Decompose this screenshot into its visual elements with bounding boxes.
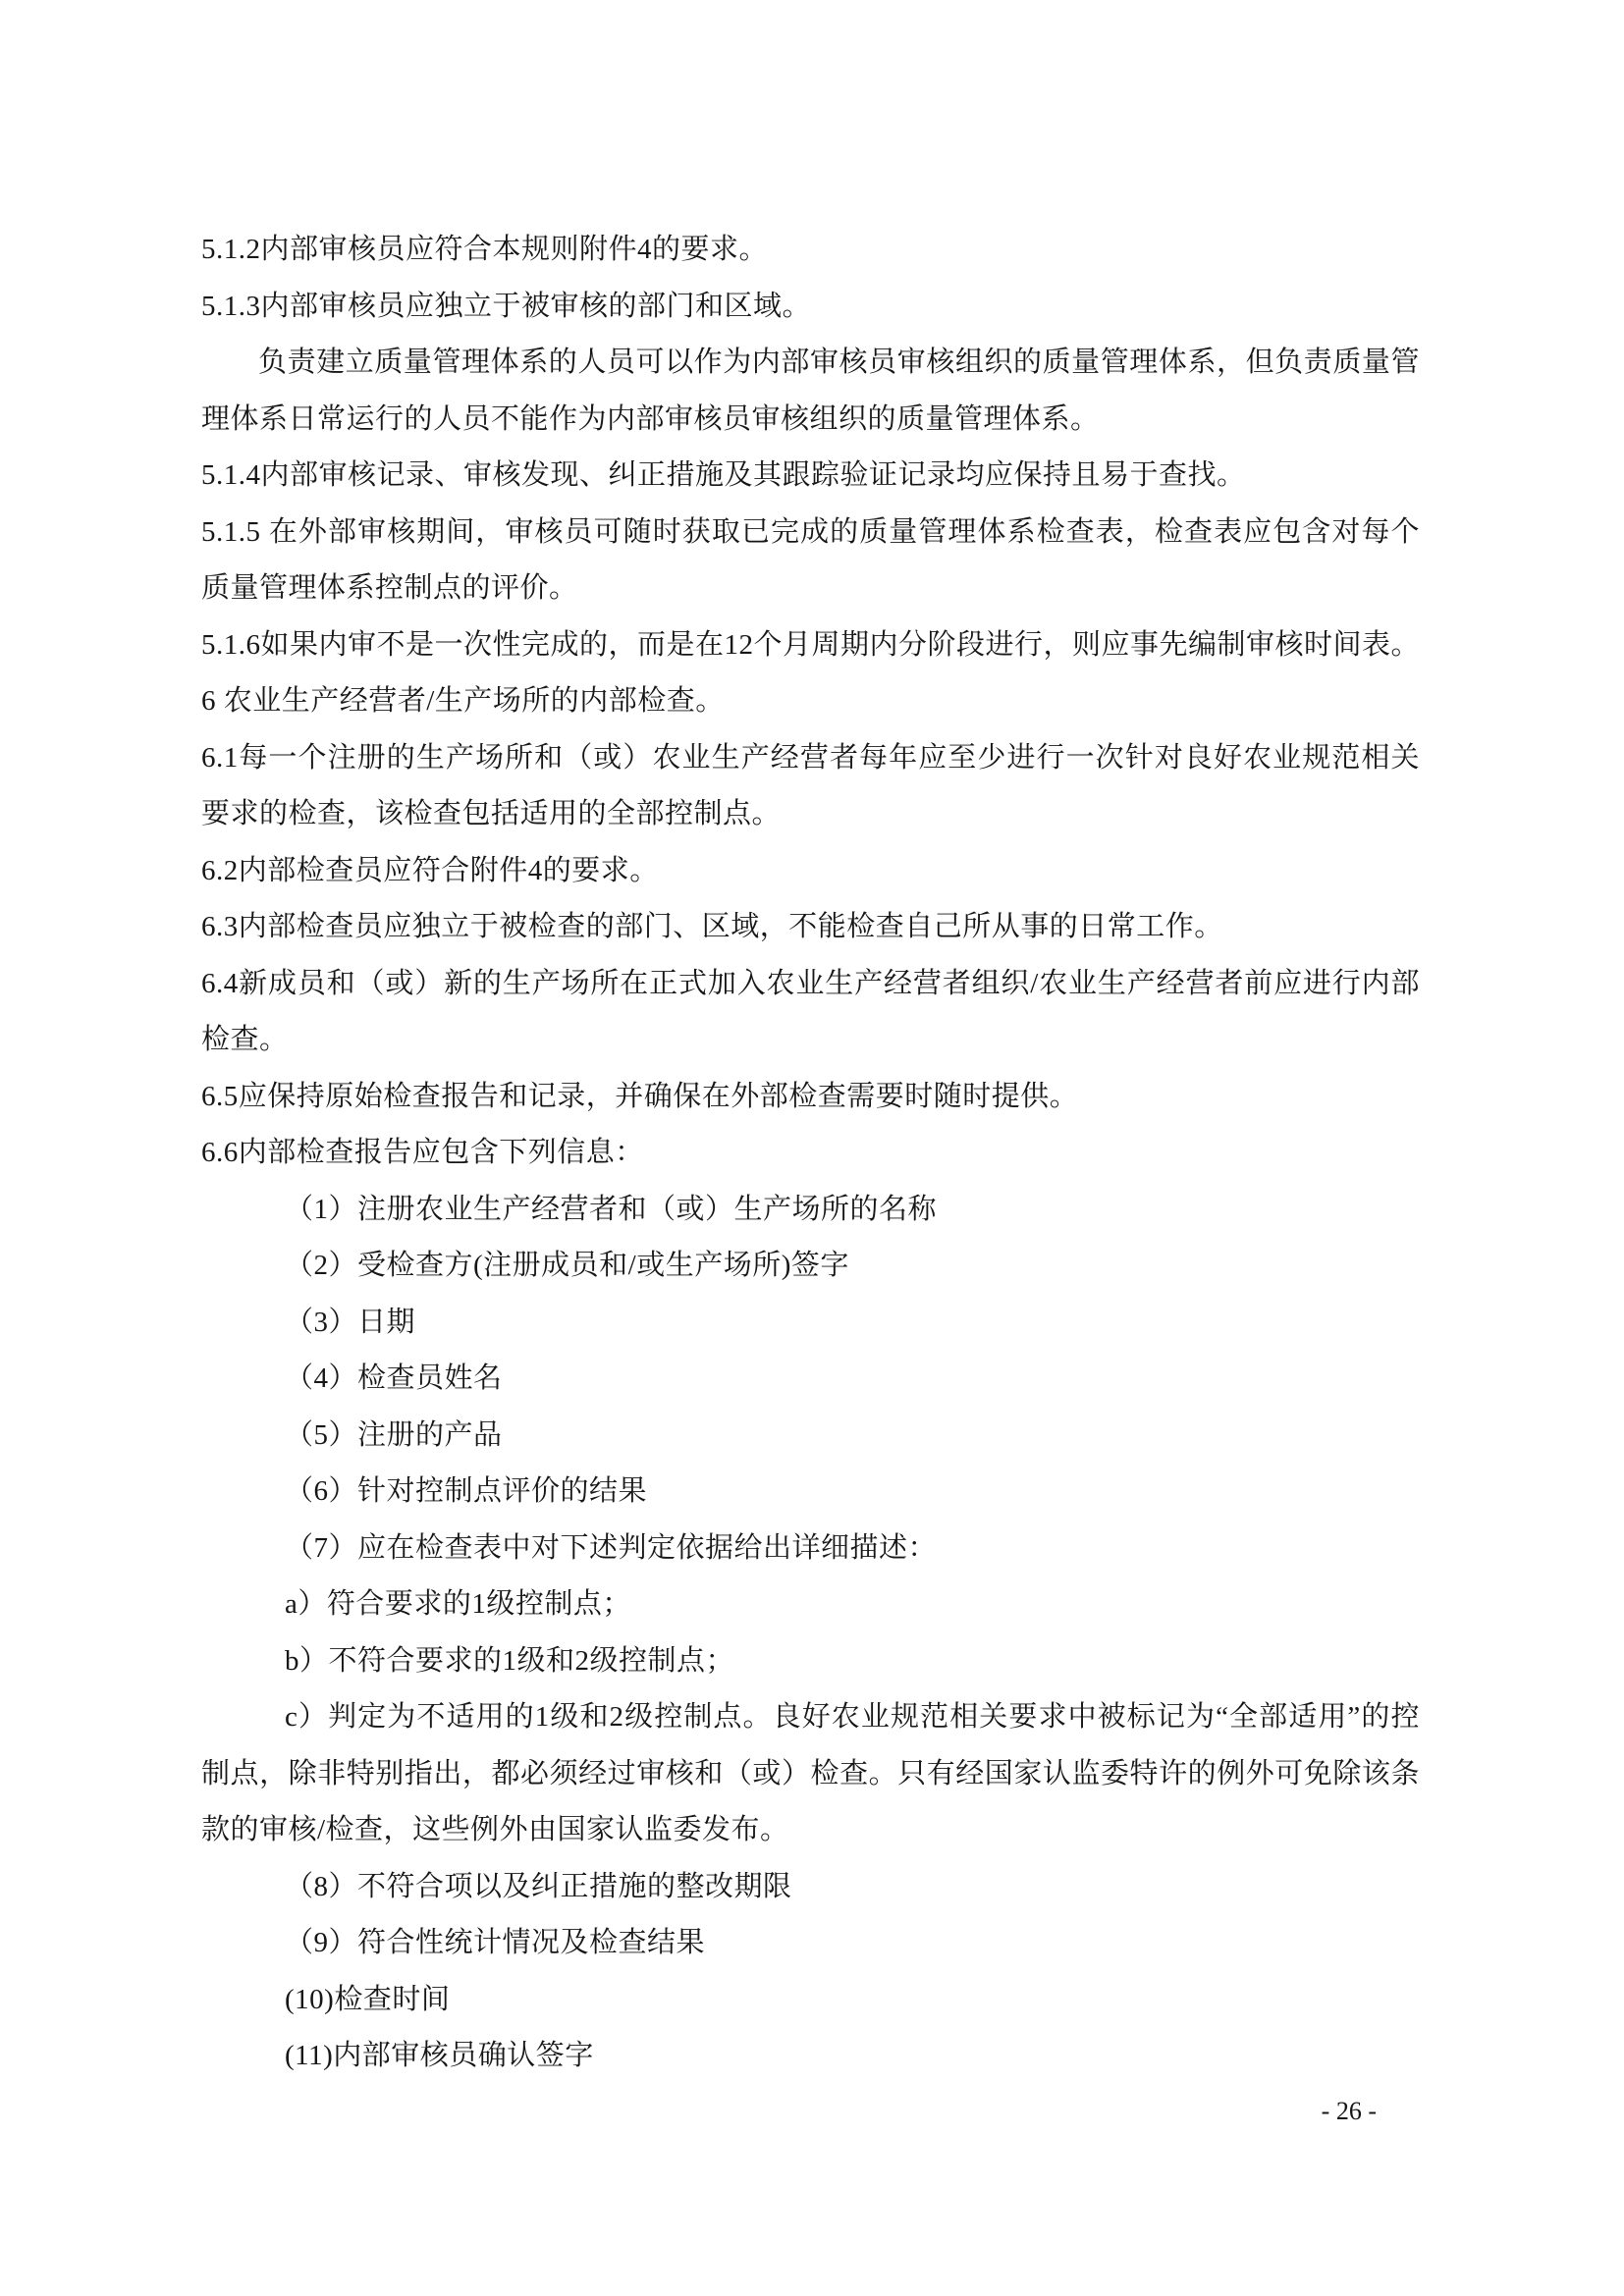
paragraph-14: （1）注册农业生产经营者和（或）生产场所的名称 — [285, 1193, 938, 1225]
paragraph-18: （5）注册的产品 — [285, 1418, 503, 1451]
paragraph-3: 负责建立质量管理体系的人员可以作为内部审核员审核组织的质量管理体系，但负责质量管理体系日常运行的人员不能作为内部审核员审核组织的质量管理体系。 — [201, 347, 1420, 435]
paragraph-24: （8）不符合项以及纠正措施的整改期限 — [285, 1870, 792, 1902]
paragraph-21: a）符合要求的1级控制点； — [285, 1588, 631, 1620]
paragraph-15: （2）受检查方(注册成员和/或生产场所)签字 — [285, 1250, 849, 1281]
paragraph-13: 6.6内部检查报告应包含下列信息： — [201, 1137, 644, 1168]
paragraph-16: （3）日期 — [285, 1306, 416, 1338]
paragraph-25: （9）符合性统计情况及检查结果 — [285, 1927, 706, 1958]
paragraph-8: 6.1每一个注册的生产场所和（或）农业生产经营者每年应至少进行一次针对良好农业规范相关要求的检查，该检查包括适用的全部控制点。 — [201, 741, 1420, 829]
paragraph-2: 5.1.3内部审核员应独立于被审核的部门和区域。 — [201, 290, 812, 322]
paragraph-19: （6）针对控制点评价的结果 — [285, 1475, 648, 1507]
paragraph-7: 6 农业生产经营者/生产场所的内部检查。 — [201, 685, 725, 717]
paragraph-6: 5.1.6如果内审不是一次性完成的，而是在12个月周期内分阶段进行，则应事先编制审核时间表。 — [201, 628, 1421, 661]
paragraph-1: 5.1.2内部审核员应符合本规则附件4的要求。 — [201, 234, 769, 265]
paragraph-10: 6.3内部检查员应独立于被检查的部门、区域，不能检查自己所从事的日常工作。 — [201, 911, 1223, 942]
paragraph-17: （4）检查员姓名 — [285, 1362, 503, 1394]
paragraph-20: （7）应在检查表中对下述判定依据给出详细描述： — [285, 1531, 938, 1564]
paragraph-5: 5.1.5 在外部审核期间，审核员可随时获取已完成的质量管理体系检查表，检查表应包含对每个质量管理体系控制点的评价。 — [201, 515, 1420, 604]
paragraph-4: 5.1.4内部审核记录、审核发现、纠正措施及其跟踪验证记录均应保持且易于查找。 — [201, 459, 1246, 491]
paragraph-11: 6.4新成员和（或）新的生产场所在正式加入农业生产经营者组织/农业生产经营者前应进行内部检查。 — [201, 967, 1420, 1055]
paragraph-27: (11)内部审核员确认签字 — [285, 2040, 594, 2071]
paragraph-12: 6.5应保持原始检查报告和记录，并确保在外部检查需要时随时提供。 — [201, 1080, 1079, 1112]
paragraph-22: b）不符合要求的1级和2级控制点； — [285, 1644, 735, 1677]
page-number: - 26 - — [1321, 2097, 1377, 2125]
paragraph-9: 6.2内部检查员应符合附件4的要求。 — [201, 854, 659, 886]
paragraph-26: (10)检查时间 — [285, 1983, 451, 2015]
paragraph-23: c）判定为不适用的1级和2级控制点。良好农业规范相关要求中被标记为“全部适用”的控制点，除非特别指出，都必须经过审核和（或）检查。只有经国家认监委特许的例外可免除该条款的审核/检查，这些例外由国家认监委发布。 — [201, 1701, 1420, 1845]
document-body — [201, 222, 1420, 2085]
